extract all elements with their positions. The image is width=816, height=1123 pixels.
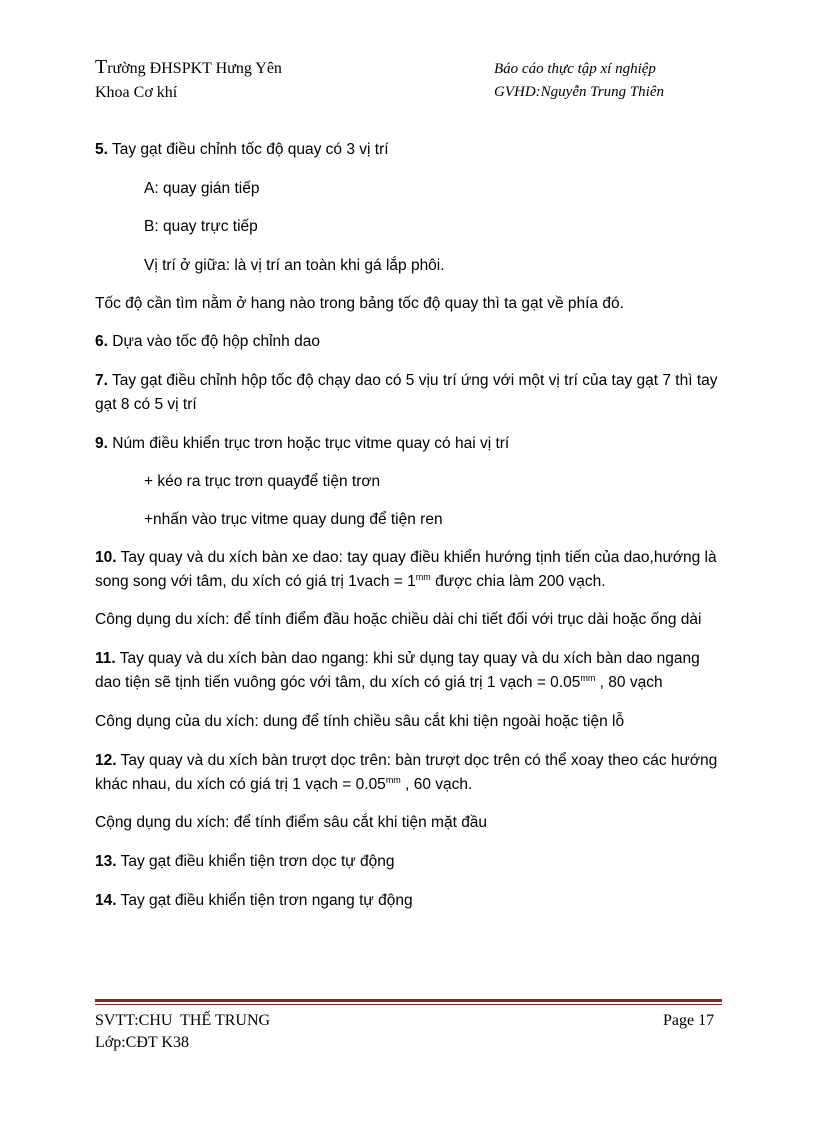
item-7-number: 7.: [95, 372, 108, 389]
advisor-name: GVHD:Nguyễn Trung Thiên: [494, 84, 664, 100]
page-number: Page 17: [663, 1012, 715, 1029]
item-11-text-start: Tay quay và du xích bàn dao ngang: khi sử dụng tay quay và du xích bàn dao ngang dao tiện sẽ tịnh tiến vuông góc với tâm, du xích có giá trị 1 vạch = 0.05: [95, 650, 700, 691]
item-5-middle-position: Vị trí ở giữa: là vị trí an toàn khi gá lắp phôi.: [144, 257, 445, 274]
item-12-usage: Cộng dụng du xích: để tính điểm sâu cắt khi tiện mặt đầu: [95, 814, 488, 831]
item-12-text-end: , 60 vạch.: [400, 776, 473, 793]
item-11-text-end: , 80 vạch: [595, 674, 663, 691]
item-12-number: 12.: [95, 752, 117, 769]
student-name: SVTT:CHU THẾ TRUNG: [95, 1012, 271, 1029]
item-5-number: 5.: [95, 141, 108, 158]
item-13: [95, 850, 720, 874]
item-5-note: Tốc độ cần tìm nằm ở hang nào trong bảng tốc độ quay thì ta gạt về phía đó.: [95, 295, 624, 312]
item-11-unit: mm: [580, 672, 596, 683]
item-10-number: 10.: [95, 549, 117, 566]
item-5-text: Tay gạt điều chỉnh tốc độ quay có 3 vị trí: [107, 141, 389, 158]
item-9-option-pull: + kéo ra trục trơn quayđể tiện trơn: [144, 473, 381, 490]
item-6-text: Dựa vào tốc độ hộp chỉnh dao: [107, 333, 320, 350]
item-7: [95, 369, 720, 417]
item-10-text-start: Tay quay và du xích bàn xe dao: tay quay điều khiển hướng tịnh tiến của dao,hướng là song song với tâm, du xích có giá trị 1vach = 1: [95, 549, 717, 590]
item-10: [95, 546, 720, 594]
item-10-unit: mm: [415, 571, 431, 582]
item-12: [95, 749, 720, 797]
school-name-rest: rường ĐHSPKT Hưng Yên: [107, 60, 282, 77]
page-header-right: [494, 58, 664, 104]
item-11-number: 11.: [95, 650, 116, 667]
school-name-initial: T: [95, 56, 108, 78]
item-5-option-b: B: quay trực tiếp: [144, 218, 258, 235]
item-9-option-push: +nhấn vào trục vitme quay dung để tiện ren: [144, 511, 443, 528]
item-10-text-end: được chia làm 200 vạch.: [430, 573, 606, 590]
footer-divider-thin: [95, 1004, 722, 1005]
page-header-left: [95, 55, 282, 105]
faculty-name: Khoa Cơ khí: [95, 84, 178, 101]
item-14: [95, 889, 720, 913]
item-10-usage: Công dụng du xích: để tính điểm đầu hoặc chiều dài chi tiết đối với trục dài hoặc ống dài: [95, 611, 702, 628]
item-14-number: 14.: [95, 892, 117, 909]
item-7-text: Tay gạt điều chỉnh hộp tốc độ chạy dao có 5 vịu trí ứng với một vị trí của tay gạt 7 thì tay gạt 8 có 5 vị trí: [95, 372, 718, 413]
page-footer-left: [95, 1010, 270, 1054]
item-13-text: Tay gạt điều khiển tiện trơn dọc tự động: [116, 853, 395, 870]
item-9: [95, 432, 720, 456]
item-11: [95, 647, 720, 695]
item-9-number: 9.: [95, 435, 108, 452]
item-9-text: Núm điều khiển trục trơn hoặc trục vitme quay có hai vị trí: [107, 435, 510, 452]
class-name: Lớp:CĐT K38: [95, 1034, 189, 1051]
item-5: [95, 138, 720, 162]
report-title: Báo cáo thực tập xí nghiệp: [494, 61, 656, 77]
item-11-usage: Công dụng của du xích: dung để tính chiều sâu cắt khi tiện ngoài hoặc tiện lỗ: [95, 713, 625, 730]
item-6-number: 6.: [95, 333, 108, 350]
item-12-unit: mm: [385, 774, 401, 785]
document-body: [95, 138, 720, 913]
school-name: [95, 55, 282, 81]
item-14-text: Tay gạt điều khiển tiện trơn ngang tự động: [116, 892, 413, 909]
item-13-number: 13.: [95, 853, 117, 870]
item-12-text-start: Tay quay và du xích bàn trượt dọc trên: bàn trượt dọc trên có thể xoay theo các hướng khác nhau, du xích có giá trị 1 vạch = 0.05: [95, 752, 718, 793]
item-6: [95, 330, 720, 354]
footer-divider-thick: [95, 999, 722, 1002]
item-5-option-a: A: quay gián tiếp: [144, 180, 260, 197]
